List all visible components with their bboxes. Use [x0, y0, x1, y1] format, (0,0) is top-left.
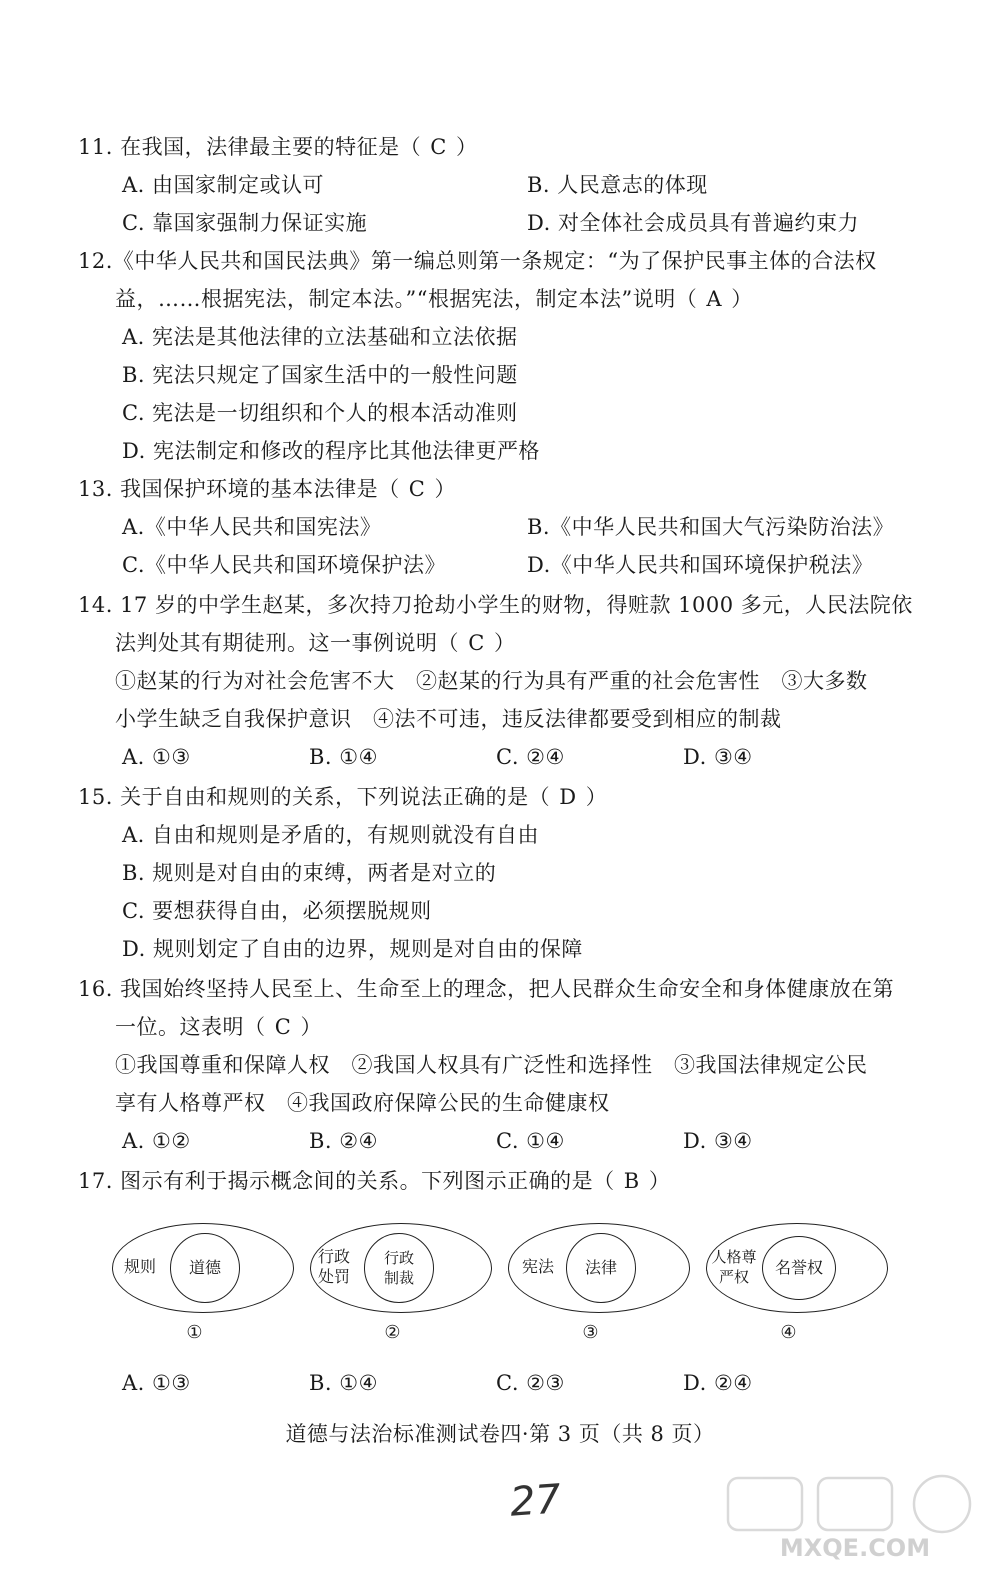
inner-circle	[364, 1233, 434, 1303]
diagram-number: ④	[780, 1322, 797, 1343]
option-d: D. 规则划定了自由的边界，规则是对自由的保障	[122, 937, 583, 961]
option-a: A. ①③	[122, 1371, 191, 1395]
options-row	[78, 204, 928, 242]
option-b: B. 宪法只规定了国家生活中的一般性问题	[122, 363, 518, 387]
question-stem-cont: 益，……根据宪法，制定本法。”“根据宪法，制定本法”说明（	[115, 287, 698, 311]
watermark-logo	[720, 1470, 990, 1565]
outer-concept: 人格尊严权	[711, 1248, 757, 1286]
inner-circle	[170, 1233, 240, 1303]
question-12	[78, 242, 928, 470]
inner-concept: 法律	[584, 1258, 617, 1277]
option-d: D. ③④	[683, 745, 753, 769]
concept-diagrams	[112, 1218, 902, 1353]
question-stem: 14. 17 岁的中学生赵某，多次持刀抢劫小学生的财物，得赃款 1000 多元，人民法院依	[78, 593, 913, 617]
options-row	[78, 508, 928, 546]
option-b: B. 人民意志的体现	[527, 173, 708, 197]
outer-concept: 宪法	[521, 1257, 554, 1276]
option-b: B. 规则是对自由的束缚，两者是对立的	[122, 861, 497, 885]
options-row	[78, 1364, 928, 1402]
options-row	[78, 546, 928, 584]
option-a: A.《中华人民共和国宪法》	[122, 515, 382, 539]
question-stem: 16. 我国始终坚持人民至上、生命至上的理念，把人民群众生命安全和身体健康放在第	[78, 977, 895, 1001]
page-footer: 道德与法治标准测试卷四·第 3 页（共 8 页）	[285, 1422, 715, 1446]
option-d: D. ③④	[683, 1129, 753, 1153]
answer-mark: C	[468, 631, 485, 655]
inner-circle	[566, 1233, 636, 1303]
statements-line-1: ①赵某的行为对社会危害不大 ②赵某的行为具有严重的社会危害性 ③大多数	[115, 669, 868, 693]
statements-line-2: 小学生缺乏自我保护意识 ④法不可违，违反法律都要受到相应的制裁	[115, 707, 782, 731]
option-a: A. 自由和规则是矛盾的，有规则就没有自由	[122, 823, 540, 847]
inner-concept: 名誉权	[774, 1258, 823, 1277]
answer-mark: A	[706, 287, 723, 311]
statements-line-2: 享有人格尊严权 ④我国政府保障公民的生命健康权	[115, 1091, 610, 1115]
question-17-options	[78, 1364, 928, 1402]
option-b: B.《中华人民共和国大气污染防治法》	[527, 515, 895, 539]
option-b: B. ②④	[309, 1129, 378, 1153]
question-11	[78, 128, 928, 242]
diagram-4	[706, 1218, 891, 1353]
option-d: D. 宪法制定和修改的程序比其他法律更严格	[122, 439, 540, 463]
watermark-text: MXQE.COM	[779, 1534, 931, 1562]
outer-concept: 行政处罚	[317, 1247, 350, 1286]
bracket-close: ）	[300, 1015, 322, 1039]
option-c: C. 宪法是一切组织和个人的根本活动准则	[122, 401, 518, 425]
statements-line-1: ①我国尊重和保障人权 ②我国人权具有广泛性和选择性 ③我国法律规定公民	[115, 1053, 868, 1077]
inner-concept: 道德	[188, 1258, 221, 1277]
question-16	[78, 970, 928, 1160]
option-d: D. 对全体社会成员具有普遍约束力	[527, 211, 859, 235]
option-d: D.《中华人民共和国环境保护税法》	[527, 553, 874, 577]
bracket-close: ）	[456, 135, 478, 159]
question-stem-cont: 一位。这表明（	[115, 1015, 266, 1039]
diagram-2	[310, 1218, 495, 1353]
question-stem: 15. 关于自由和规则的关系，下列说法正确的是（	[78, 785, 551, 809]
option-a: A. ①②	[122, 1129, 191, 1153]
bracket-close: ）	[434, 477, 457, 501]
bracket-close: ）	[585, 785, 608, 809]
option-c: C. ②③	[496, 1371, 565, 1395]
option-a: A. 由国家制定或认可	[122, 173, 325, 197]
inner-circle	[762, 1236, 836, 1300]
option-a: A. ①③	[122, 745, 191, 769]
answer-mark: B	[623, 1169, 640, 1193]
question-stem: 13. 我国保护环境的基本法律是（	[78, 477, 400, 501]
bracket-close: ）	[731, 287, 753, 311]
answer-mark: C	[408, 477, 426, 501]
option-c: C. ②④	[496, 745, 565, 769]
option-c: C.《中华人民共和国环境保护法》	[122, 553, 446, 577]
options-row	[78, 738, 928, 776]
options-row	[78, 1122, 928, 1160]
option-c: C. 要想获得自由，必须摆脱规则	[122, 899, 432, 923]
answer-mark: C	[274, 1015, 292, 1039]
answer-mark: D	[559, 785, 577, 809]
options-row	[78, 166, 928, 204]
option-a: A. 宪法是其他法律的立法基础和立法依据	[122, 325, 518, 349]
option-b: B. ①④	[309, 745, 378, 769]
handwritten-page-number: 27	[508, 1476, 563, 1526]
bracket-close: ）	[648, 1169, 671, 1193]
question-14	[78, 586, 928, 776]
bracket-close: ）	[493, 631, 516, 655]
diagram-1	[112, 1218, 297, 1353]
inner-concept: 行政制裁	[383, 1249, 414, 1287]
answer-mark: C	[430, 135, 447, 159]
option-b: B. ①④	[309, 1371, 378, 1395]
option-c: C. 靠国家强制力保证实施	[122, 211, 368, 235]
question-stem: 12.《中华人民共和国民法典》第一编总则第一条规定：“为了保护民事主体的合法权	[78, 249, 877, 273]
question-stem-cont: 法判处其有期徒刑。这一事例说明（	[115, 631, 459, 655]
diagram-3	[508, 1218, 693, 1353]
diagram-number: ③	[582, 1322, 599, 1343]
option-c: C. ①④	[496, 1129, 565, 1153]
question-15	[78, 778, 928, 968]
question-stem: 17. 图示有利于揭示概念间的关系。下列图示正确的是（	[78, 1169, 615, 1193]
diagram-number: ①	[186, 1322, 203, 1343]
question-stem: 11. 在我国，法律最主要的特征是（	[78, 135, 422, 159]
question-17	[78, 1162, 928, 1200]
option-d: D. ②④	[683, 1371, 753, 1395]
question-13	[78, 470, 928, 584]
outer-concept: 规则	[123, 1257, 156, 1276]
diagram-number: ②	[384, 1322, 401, 1343]
